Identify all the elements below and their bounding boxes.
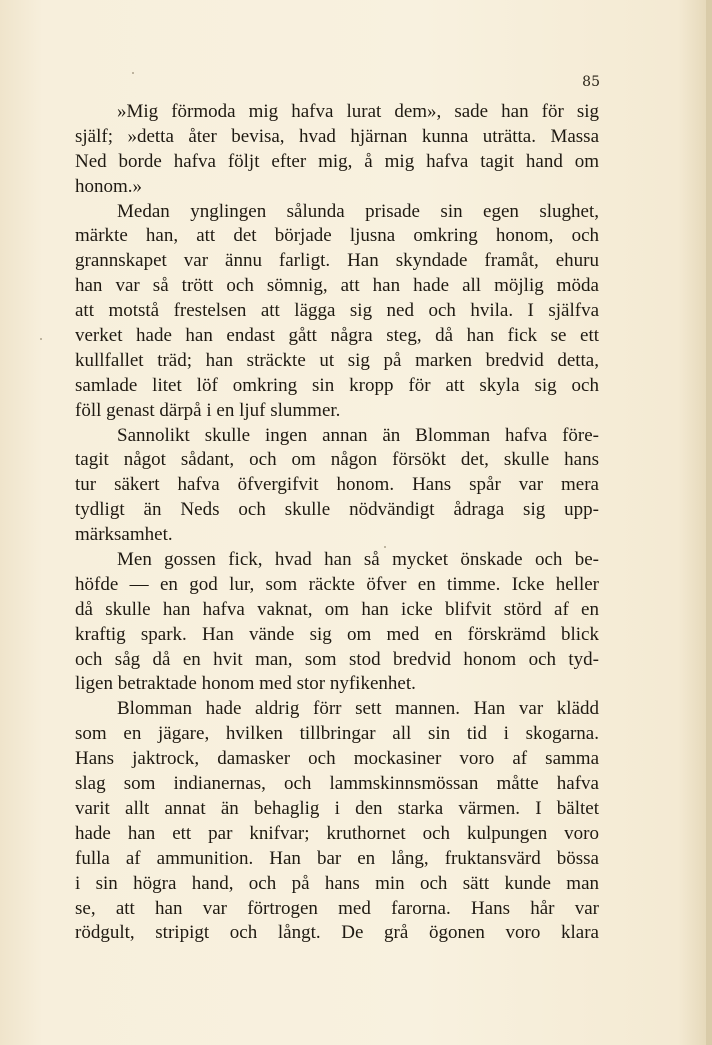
text-line: rödgult, stripigt och långt. De grå ögonen voro klara bbox=[75, 922, 599, 944]
text-line: varit allt annat än behaglig i den starka värmen. I bältet bbox=[75, 797, 599, 819]
text-line: fulla af ammunition. Han bar en lång, fruktansvärd bössa bbox=[75, 847, 599, 869]
text-line: slag som indianernas, och lammskinnsmössan måtte hafva bbox=[75, 773, 599, 795]
text-line: han var så trött och sömnig, att han hade all möjlig möda bbox=[75, 275, 599, 297]
paper-speck bbox=[384, 546, 386, 548]
body-text bbox=[75, 100, 599, 946]
text-line: tydligt än Neds och skulle nödvändigt ådraga sig upp- bbox=[75, 499, 599, 521]
text-line: verket hade han endast gått några steg, då han fick se ett bbox=[75, 325, 599, 347]
text-line: föll genast därpå i en ljuf slummer. bbox=[75, 399, 341, 421]
text-line: honom.» bbox=[75, 175, 143, 197]
text-line: Ned borde hafva följt efter mig, å mig hafva tagit hand om bbox=[75, 150, 599, 172]
paper-speck bbox=[132, 72, 134, 74]
text-line: tur säkert hafva öfvergifvit honom. Hans spår var mera bbox=[75, 474, 599, 496]
text-line: Blomman hade aldrig förr sett mannen. Han var klädd bbox=[117, 698, 599, 720]
text-line: märksamhet. bbox=[75, 524, 173, 546]
text-line: samlade litet löf omkring sin kropp för att skyla sig och bbox=[75, 374, 599, 396]
text-line: Medan ynglingen sålunda prisade sin egen slughet, bbox=[117, 200, 599, 222]
page-number: 85 bbox=[582, 74, 600, 90]
text-line: se, att han var förtrogen med farorna. Hans hår var bbox=[75, 897, 599, 919]
text-line: och såg då en hvit man, som stod bredvid honom och tyd- bbox=[75, 648, 599, 670]
text-line: kullfallet träd; han sträckte ut sig på marken bredvid detta, bbox=[75, 349, 599, 371]
text-line: Men gossen fick, hvad han så mycket önskade och be- bbox=[117, 549, 599, 571]
text-line: då skulle han hafva vaknat, om han icke blifvit störd af en bbox=[75, 598, 599, 620]
paper-speck bbox=[40, 338, 42, 340]
text-line: i sin högra hand, och på hans min och sätt kunde man bbox=[75, 872, 599, 894]
text-line: som en jägare, hvilken tillbringar all sin tid i skogarna. bbox=[75, 723, 599, 745]
text-line: Sannolikt skulle ingen annan än Blomman hafva före- bbox=[117, 424, 599, 446]
text-line: själf; »detta åter bevisa, hvad hjärnan kunna uträtta. Massa bbox=[75, 125, 599, 147]
text-line: kraftig spark. Han vände sig om med en förskrämd blick bbox=[75, 623, 599, 645]
text-line: ligen betraktade honom med stor nyfikenhet. bbox=[75, 673, 416, 695]
text-line: höfde — en god lur, som räckte öfver en timme. Icke heller bbox=[75, 573, 599, 595]
text-line: hade han ett par knifvar; kruthornet och kulpungen voro bbox=[75, 822, 599, 844]
text-line: »Mig förmoda mig hafva lurat dem», sade han för sig bbox=[117, 101, 599, 122]
text-line: tagit något sådant, och om någon försökt det, skulle hans bbox=[75, 449, 599, 471]
text-line: märkte han, att det började ljusna omkring honom, och bbox=[75, 225, 599, 247]
text-line: grannskapet var ännu farligt. Han skyndade framåt, ehuru bbox=[75, 250, 599, 272]
text-line: att motstå frestelsen att lägga sig ned och hvila. I själfva bbox=[75, 300, 599, 322]
text-line: Hans jaktrock, damasker och mockasiner voro af samma bbox=[75, 748, 599, 770]
